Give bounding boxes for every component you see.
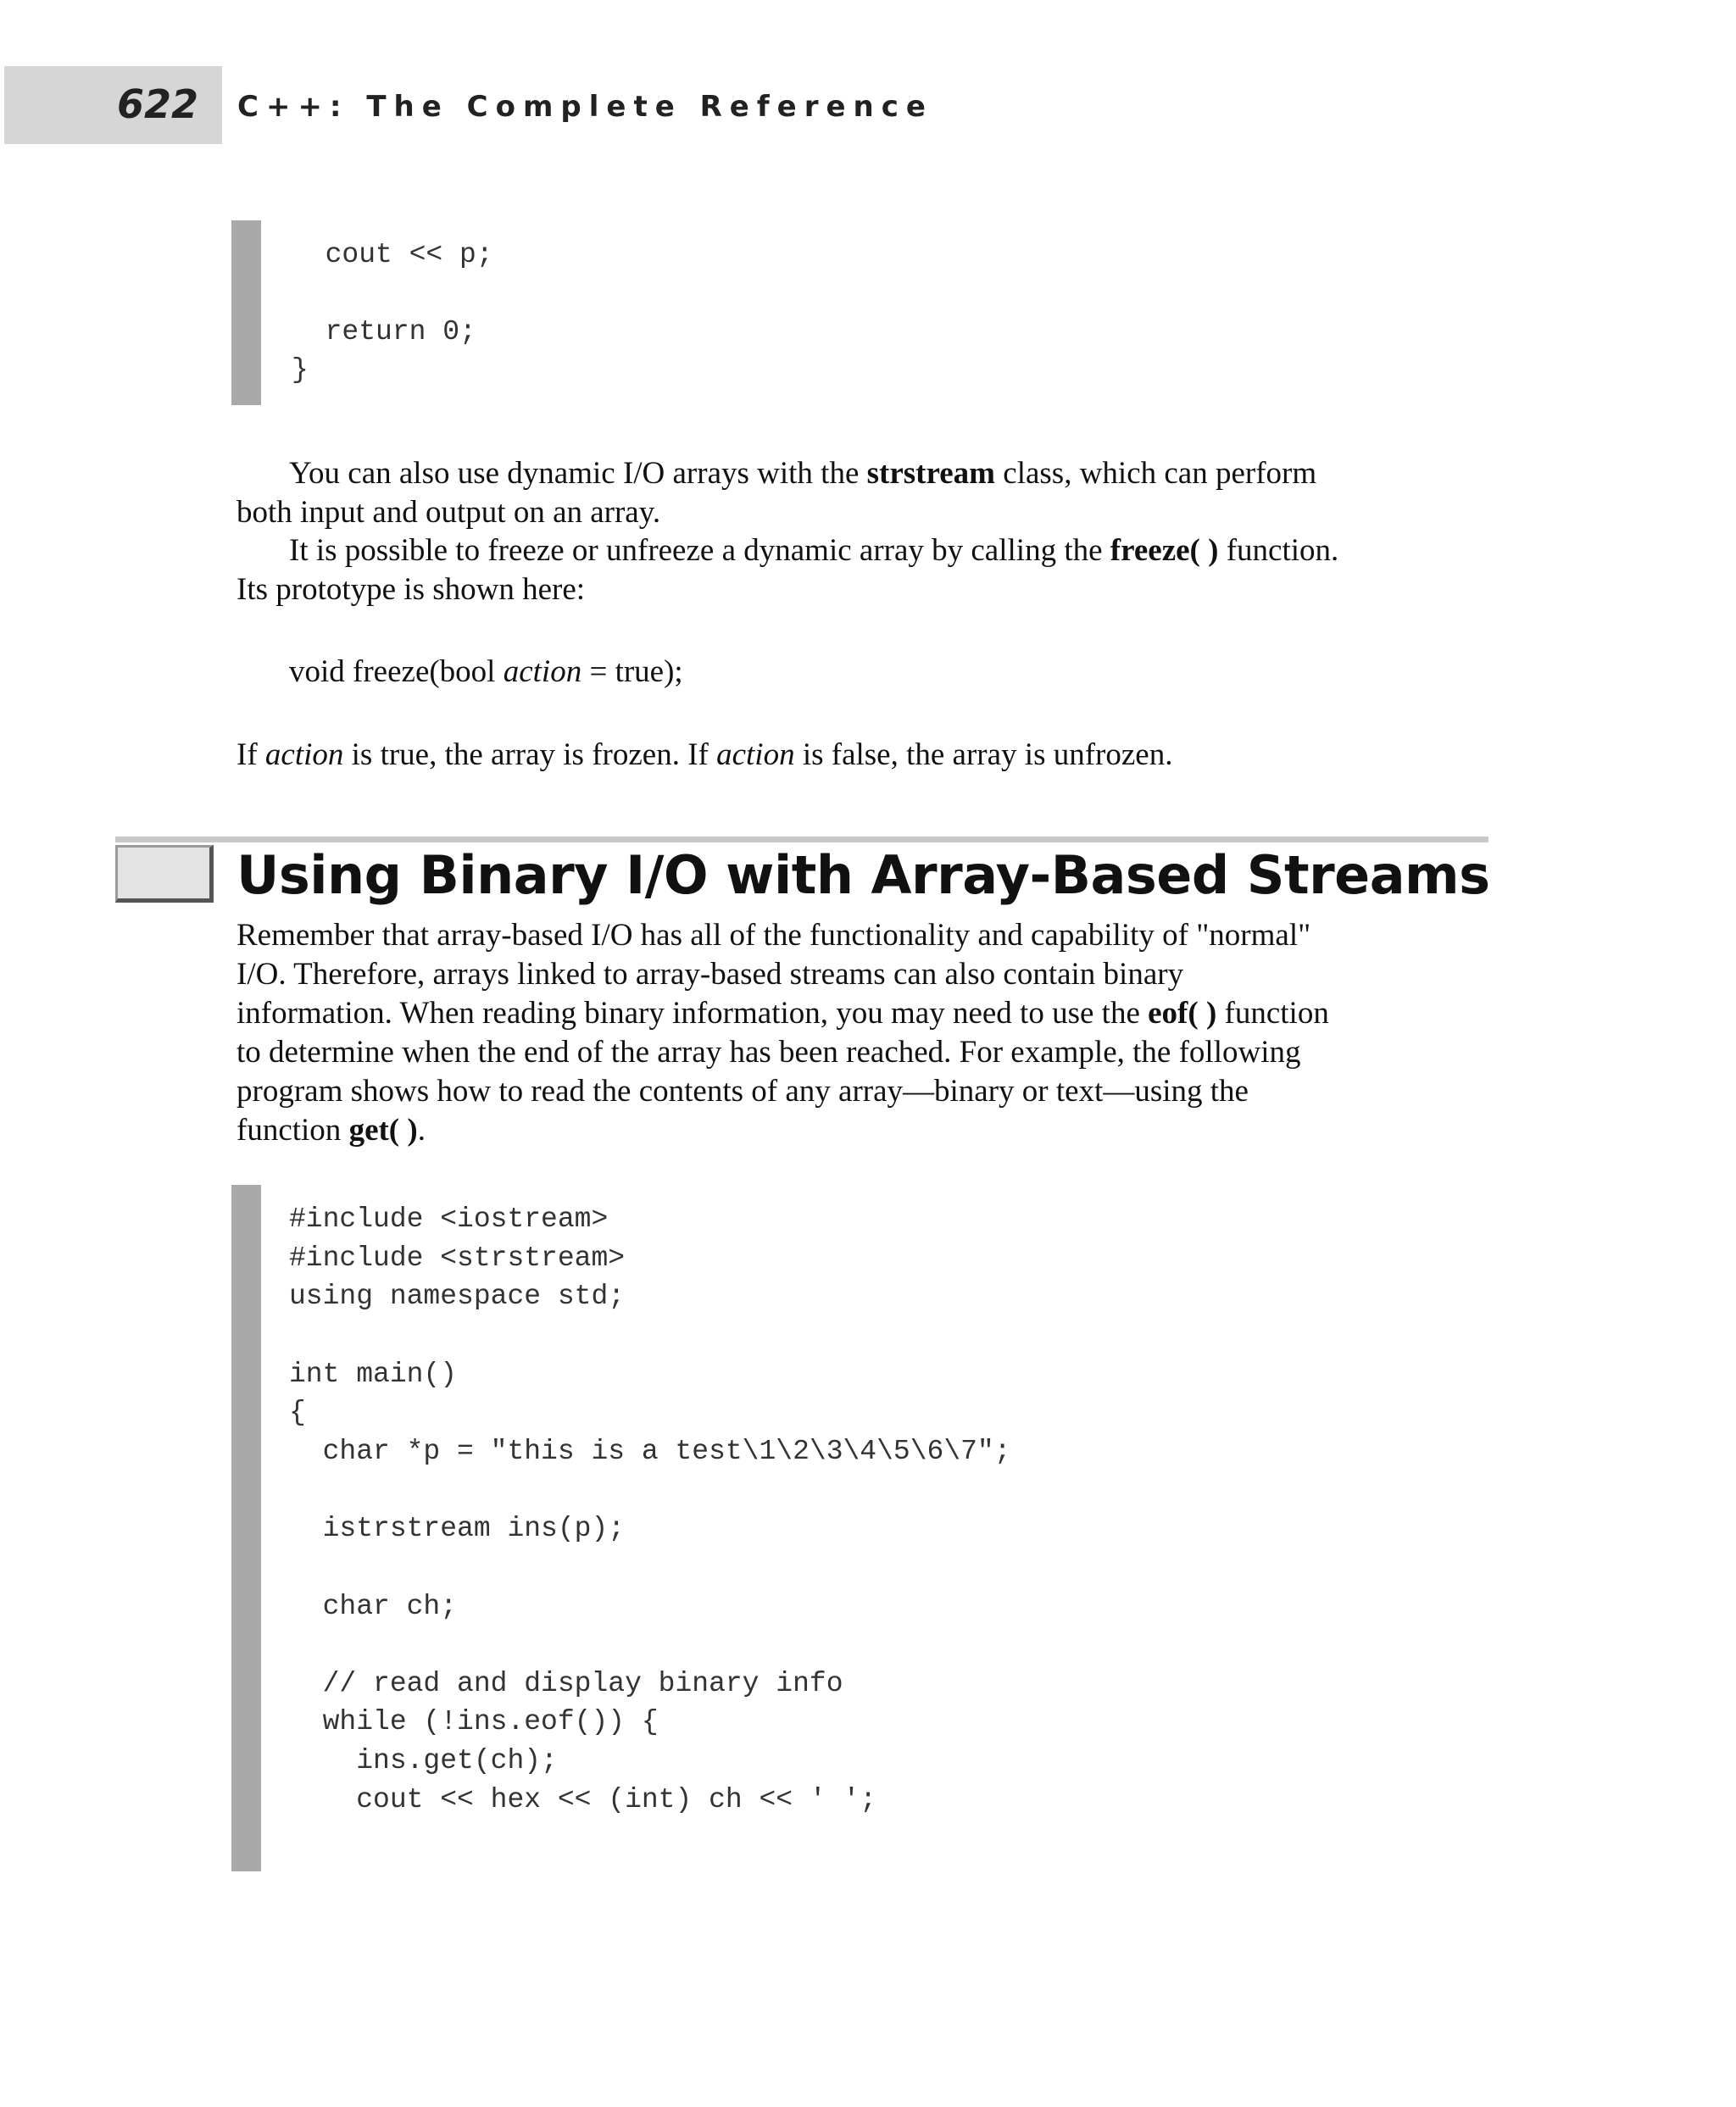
- text: = true);: [581, 654, 683, 689]
- text: It is possible to freeze or unfreeze a dynamic array by calling the: [289, 533, 1110, 568]
- code-line: cout << p;: [292, 239, 493, 270]
- text: program shows how to read the contents of any array—binary or text—using the: [236, 1074, 1249, 1109]
- text: You can also use dynamic I/O arrays with the: [289, 456, 867, 491]
- bold-term: freeze( ): [1110, 533, 1219, 568]
- text: is true, the array is frozen. If: [343, 737, 717, 772]
- italic-term: action: [716, 737, 795, 772]
- bold-term: strstream: [866, 456, 996, 491]
- code-margin-bar: [231, 1185, 261, 1871]
- section-marker-icon: [115, 845, 214, 903]
- code-line: #include <iostream>: [289, 1204, 609, 1235]
- text: function: [236, 1113, 349, 1148]
- code-line: int main(): [289, 1359, 458, 1390]
- code-line: ins.get(ch);: [289, 1745, 558, 1776]
- text: Remember that array-based I/O has all of the functionality and capability of "normal": [236, 918, 1311, 953]
- code-line: // read and display binary info: [289, 1668, 843, 1699]
- code-line: char *p = "this is a test\1\2\3\4\5\6\7";: [289, 1436, 1011, 1467]
- code-line: while (!ins.eof()) {: [289, 1706, 659, 1737]
- page-number: 622: [117, 81, 199, 127]
- text: function: [1216, 996, 1329, 1031]
- italic-term: action: [503, 654, 582, 689]
- running-header-title: C++: The Complete Reference: [237, 90, 933, 124]
- paragraph-action: [236, 736, 1172, 775]
- code-line: char ch;: [289, 1591, 458, 1622]
- freeze-prototype: [289, 653, 683, 692]
- text: is false, the array is unfrozen.: [794, 737, 1173, 772]
- paragraph-strstream: [236, 454, 1491, 532]
- text: both input and output on an array.: [236, 495, 661, 530]
- text: Its prototype is shown here:: [236, 572, 586, 607]
- text: class, which can perform: [995, 456, 1317, 491]
- italic-term: action: [264, 737, 344, 772]
- code-line: cout << hex << (int) ch << ' ';: [289, 1784, 877, 1815]
- paragraph-freeze: [236, 531, 1491, 609]
- code-line: using namespace std;: [289, 1281, 626, 1312]
- text: to determine when the end of the array has been reached. For example, the following: [236, 1035, 1301, 1070]
- text: void freeze(bool: [289, 654, 504, 689]
- text: If: [236, 737, 265, 772]
- text: .: [417, 1113, 426, 1148]
- section-heading: Using Binary I/O with Array-Based Streams: [236, 844, 1490, 906]
- code-line: {: [289, 1397, 306, 1428]
- code-line: istrstream ins(p);: [289, 1513, 626, 1544]
- code-margin-bar: [231, 220, 261, 405]
- text: information. When reading binary information, you may need to use the: [236, 996, 1149, 1031]
- code-line: }: [292, 354, 309, 386]
- bold-term: eof( ): [1148, 996, 1217, 1031]
- code-line: #include <strstream>: [289, 1243, 626, 1274]
- code-line: return 0;: [292, 316, 476, 347]
- text: I/O. Therefore, arrays linked to array-based streams can also contain binary: [236, 957, 1184, 992]
- bold-term: get( ): [348, 1113, 418, 1148]
- text: function.: [1218, 533, 1339, 568]
- section-paragraph: [236, 916, 1491, 1150]
